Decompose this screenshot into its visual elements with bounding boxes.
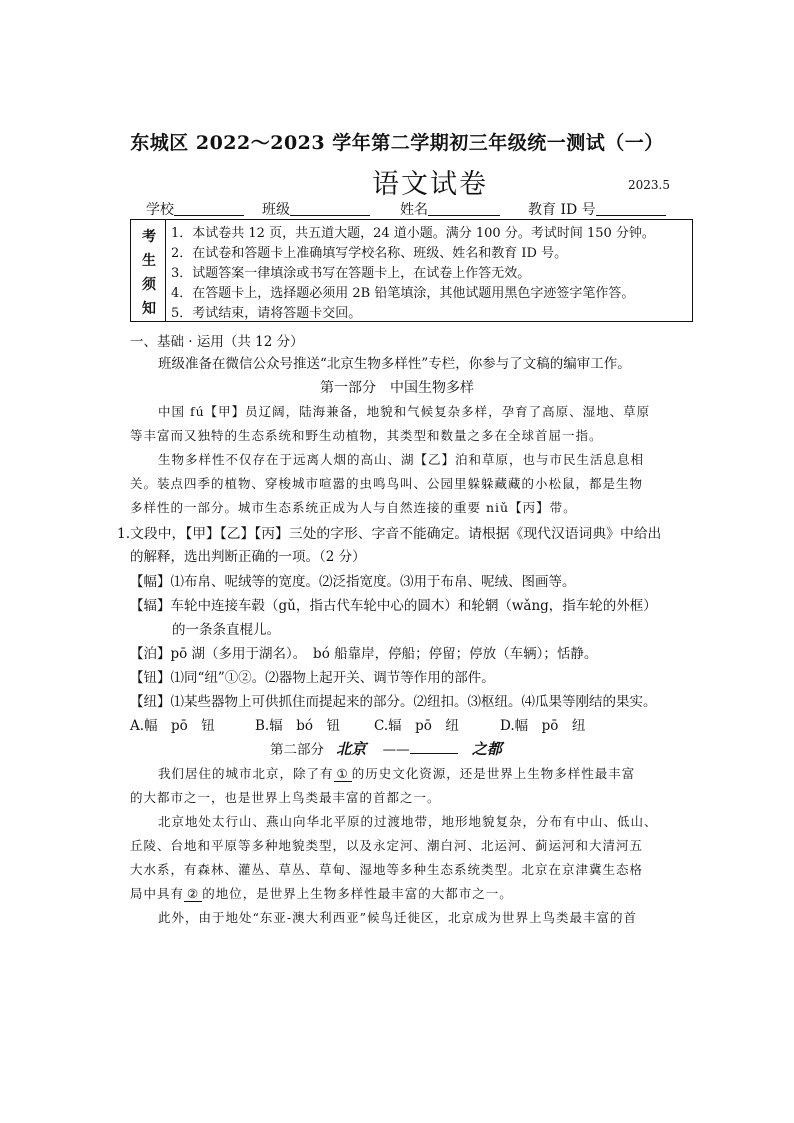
notice-label-char: 须 [142,277,156,293]
part2-text: 的地位，是世界上生物多样性最丰富的大都市之一。 [202,886,513,901]
part2-title-prefix: 第二部分 [270,742,324,758]
class-label: 班级 [262,202,290,218]
notice-item: 2．在试卷和答题卡上准确填写学校名称、班级、姓名和教育 ID 号。 [171,246,568,261]
notice-label [131,220,166,321]
part2-text-line: 的大都市之一，也是世界上鸟类最丰富的首都之一。 [130,790,441,805]
section-intro: 班级准备在微信公众号推送“北京生物多样性”专栏，你参与了文稿的编审工作。 [158,356,631,372]
part2-title-dash: —— [382,742,410,758]
part2-text-line: 北京地处太行山、燕山向华北平原的过渡地带，地形地貌复杂，分布有中山、低山、 [158,814,658,829]
section-heading: 一、基础 · 运用（共 12 分） [130,334,304,350]
dictionary-entry: 【钮】⑴同“纽”①②。⑵器物上起开关、调节等作用的部件。 [130,670,495,686]
option-d[interactable]: D.幅 pō 纽 [500,718,586,734]
part1-text-line: 等丰富而又独特的生态系统和野生动植物，其类型和数量之多在全球首屈一指。 [130,428,603,443]
part2-text-line: 此外，由于地处“东亚-澳大利西亚”候鸟迁徙区，北京成为世界上鸟类最丰富的首 [158,910,638,925]
dictionary-entry: 【辐】车轮中连接车毂（gǔ，指古代车轮中心的圆木）和轮辋（wǎng，指车轮的外框） [130,598,657,614]
part2-text-line [158,764,635,782]
option-c[interactable]: C.辐 pō 纽 [374,718,459,734]
name-label: 姓名 [400,202,428,218]
part2-text: 局中具有 [130,886,185,901]
dictionary-entry: 【幅】⑴布帛、呢绒等的宽度。⑵泛指宽度。⑶用于布帛、呢绒、图画等。 [130,574,576,590]
part1-text-line: 关。装点四季的植物、穿梭城市喧嚣的虫鸣鸟叫、公园里躲躲藏藏的小松鼠，都是生物 [130,476,644,491]
class-field[interactable] [262,199,370,219]
dictionary-entry: 【泊】pō 湖（多用于湖名）。 bó 船靠岸，停船；停留；停放（车辆）；恬静。 [130,646,598,662]
notice-item: 3．试题答案一律填涂或书写在答题卡上，在试卷上作答无效。 [171,266,531,281]
notice-label-char: 生 [142,253,156,269]
part2-text-line: 大水系，有森林、灌丛、草丛、草甸、湿地等多种生态系统类型。北京在京津冀生态格 [130,862,644,877]
part2-title-suffix: 之都 [471,740,502,758]
exam-subtitle: 语文试卷 [372,169,488,200]
dictionary-entry: 的一条条直棍儿。 [172,622,280,638]
name-field[interactable] [400,199,500,219]
notice-label-char: 考 [142,229,156,245]
blank-1[interactable]: ① [334,766,352,782]
part1-text-line: 生物多样性不仅存在于远离人烟的高山、湖【乙】泊和草原，也与市民生活息息相 [158,452,645,467]
part2-title-city: 北京 [336,740,367,758]
notice-label-char: 知 [142,301,156,317]
school-field[interactable] [146,199,244,219]
part1-title: 第一部分 中国生物多样 [320,380,474,396]
blank-2[interactable]: ② [184,886,202,902]
exam-date: 2023.5 [628,178,670,192]
notice-item: 1．本试卷共 12 页，共五道大题，24 道小题。满分 100 分。考试时间 150 分钟。 [171,226,655,241]
part2-text-line: 丘陵、台地和平原等多种地貌类型，以及永定河、潮白河、北运河、蓟运河和大清河五 [130,838,644,853]
option-b[interactable]: B.辐 bó 钮 [255,718,340,734]
edu-id-label: 教育 ID 号 [528,202,596,218]
part2-text: 我们居住的城市北京，除了有 [158,766,334,781]
notice-item: 5．考试结束，请将答题卡交回。 [171,306,362,321]
part1-text-line: 中国 fú【甲】员辽阔，陆海兼备，地貌和气候复杂多样，孕育了高原、湿地、草原 [158,404,651,419]
edu-id-field[interactable] [528,199,666,219]
part2-text-line [130,884,513,902]
part2-title [270,738,502,759]
school-label: 学校 [146,202,174,218]
dictionary-entry: 【纽】⑴某些器物上可供抓住而提起来的部分。⑵纽扣。⑶枢纽。⑷瓜果等刚结的果实。 [130,694,657,710]
exam-notice-box [130,219,693,322]
option-a[interactable]: A.幅 pō 钮 [130,718,215,734]
notice-item: 4．在答题卡上，选择题必须用 2B 铅笔填涂，其他试题用黑色字迹签字笔作答。 [171,286,635,301]
part2-text: 的历史文化资源，还是世界上生物多样性最丰富 [351,766,636,781]
question1-stem: 1.文段中，【甲】【乙】【丙】三处的字形、字音不能确定。请根据《现代汉语词典》中给出 [117,526,662,542]
part1-text-line: 多样性的一部分。城市生态系统正成为人与自然连接的重要 niǔ【丙】带。 [130,500,577,515]
part2-title-blank[interactable] [410,741,458,754]
question1-stem: 的解释，选出判断正确的一项。（2 分） [130,549,366,565]
exam-title: 东城区 2022～2023 学年第二学期初三年级统一测试（一） [130,132,664,154]
